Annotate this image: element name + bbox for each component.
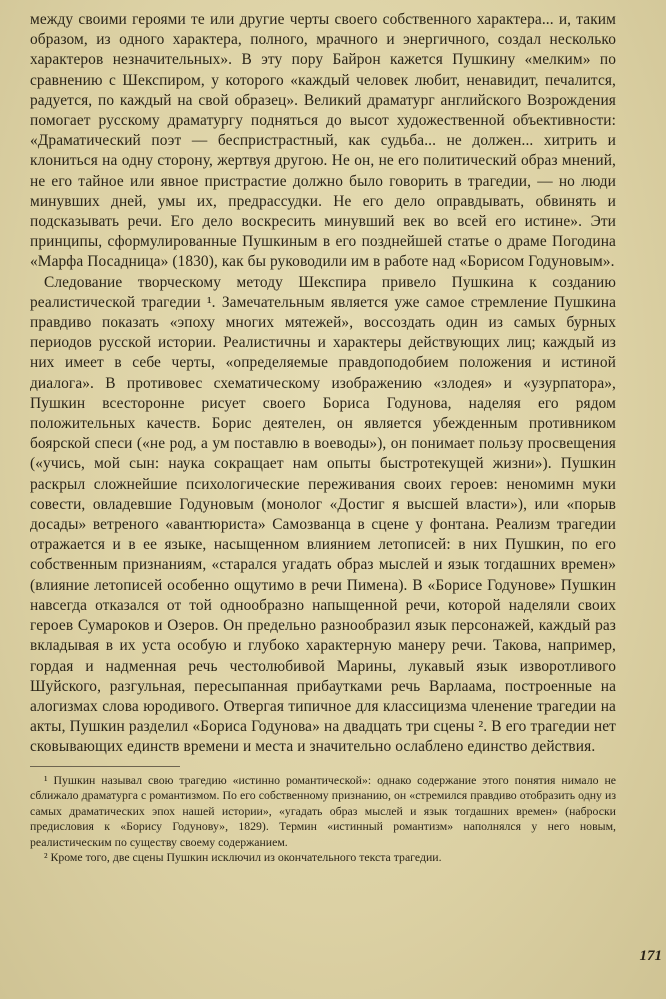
footnote-separator (30, 766, 180, 767)
book-page (30, 10, 616, 985)
footnote-2: ² Кроме того, две сцены Пушкин исключил из окончательного текста трагедии. (44, 850, 442, 865)
footnote-1: ¹ Пушкин называл свою трагедию «истинно романтической»: однако содержание этого понятия нимало не сближало драматурга с романтизмом. По его собственному признанию, он «стремился правдиво отобразить одну из самых драматических эпох нашей истории», «угадать образ мыслей и язык тогдашних времен» (наброски предисловия к «Борису Годунову», 1829). Термин «истинный романтизм» наполнялся у него новым, реалистическим по существу своему содержанием. (30, 772, 616, 849)
paragraph-2: Следование творческому методу Шекспира привело Пушкина к созданию реалистической трагедии ¹. Замечательным является уже самое стремление Пушкина правдиво показать «эпоху многих мятежей», воссоздать один из самых бурных периодов русской истории. Реалистичны и характеры действующих лиц; каждый из них имеет в себе черты, «определяемые правдоподобием положения и истиной диалога». В противовес схематическому изображению «злодея» и «узурпатора», Пушкин всесторонне рисует своего Бориса Годунова, наделяя его рядом положительных качеств. Борис деятелен, он является убежденным противником боярской спеси («не род, а ум поставлю в воеводы»), он понимает пользу просвещения («учись, мой сын: наука сокращает нам опыты быстротекущей жизни»). Пушкин раскрыл сложнейшие психологические переживания своих героев: неномимн муки совести, овладевшие Годуновым (монолог «Достиг я высшей власти»), или «порыв досады» ветреного «авантюриста» Самозванца в сцене у фонтана. Реализм трагедии отражается и в ее языке, насыщенном влиянием летописей: в них Пушкин, по его собственным признаниям, «старался угадать образ мыслей и язык тогдашних времен» (влияние летописей особенно ощутимо в речи Пимена). В «Борисе Годунове» Пушкин навсегда отказался от той однообразно напыщенной речи, которой наделяли своих героев Сумароков и Озеров. Он предельно разнообразил язык персонажей, каждый раз вкладывая в их уста особую и глубоко характерную манеру речи. Такова, например, гордая и надменная речь честолюбивой Марины, лукавый язык изворотливого Шуйского, разгульная, пересыпанная прибаутками речь Варлаама, построенные на алогизмах слова юродивого. Отвергая типичное для классицизма членение трагедии на акты, Пушкин разделил «Бориса Годунова» на двадцать три сцены ². В его трагедии нет сковывающих единств времени и места и значительно ослаблено единство действия. (30, 273, 616, 756)
page-number: 171 (639, 948, 662, 964)
main-text (30, 10, 616, 758)
paragraph-1: между своими героями те или другие черты своего собственного характера... и, таким образом, из одного характера, полного, мрачного и энергичного, создал несколько характеров незначительных». В эту пору Байрон кажется Пушкину «мелким» по сравнению с Шекспиром, у которого «каждый человек любит, ненавидит, печалится, радуется, по каждый на свой образец». Великий драматург английского Возрождения помогает русскому драматургу подняться до высот художественной объективности: «Драматический поэт — беспристрастный, как судьба... не должен... хитрить и клониться на одну сторону, жертвуя другою. Не он, не его политический образ мнений, не его тайное или явное пристрастие должно было говорить в трагедии, — но люди минувших дней, умы их, предрассудки. Не его дело оправдывать, обвинять и подсказывать речи. Его дело воскресить минувший век во всей его истине». Эти принципы, сформулированные Пушкиным в его позднейшей статье о драме Погодина «Марфа Посадница» (1830), как бы руководили им в работе над «Борисом Годуновым». (30, 11, 616, 271)
footnotes (30, 773, 616, 867)
